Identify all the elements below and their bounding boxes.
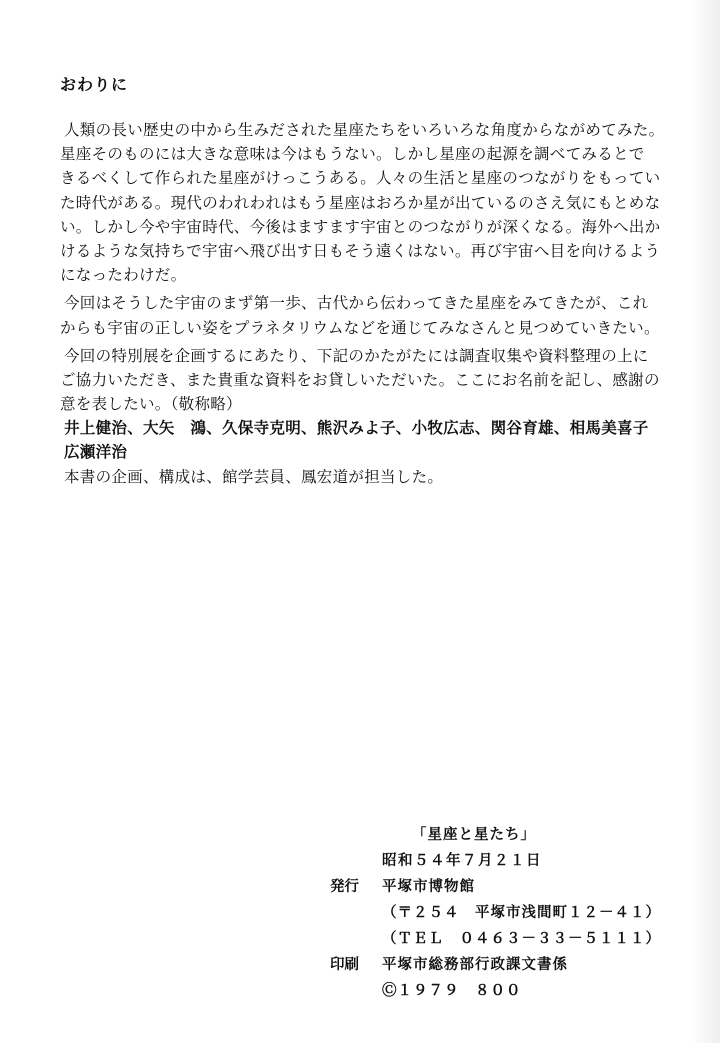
copyright-notice: Ⓒ１９７９ ８００ bbox=[382, 983, 522, 999]
names-line: 広瀬洋治 bbox=[64, 443, 128, 462]
text-line: ご協力いただき、また貴重な資料をお貸しいただいた。ここにお名前を記し、感謝の bbox=[60, 370, 660, 389]
publisher-address: （〒２５４ 平塚市浅間町１２－４１） bbox=[382, 905, 661, 921]
names-line: 井上健治、大矢 鴻、久保寺克明、熊沢みよ子、小牧広志、関谷育雄、相馬美喜子 bbox=[64, 419, 649, 438]
text-line: きるべくして作られた星座がけっこうある。人々の生活と星座のつながりをもってい bbox=[60, 169, 661, 188]
printer-label: 印刷 bbox=[330, 957, 359, 973]
afterword-body bbox=[60, 118, 700, 489]
publisher-label: 発行 bbox=[330, 879, 359, 895]
text-line: 人類の長い歴史の中から生みだされた星座たちをいろいろな角度からながめてみた。 bbox=[64, 121, 665, 139]
text-line: た時代がある。現代のわれわれはもう星座はおろか星が出ているのさえ気にもとめな bbox=[60, 193, 661, 212]
colophon bbox=[330, 822, 700, 1004]
paragraph-1 bbox=[60, 118, 700, 287]
text-line: 今回はそうした宇宙のまず第一歩、古代から伝わってきた星座をみてきたが、これ bbox=[64, 294, 649, 313]
printer-name: 平塚市総務部行政課文書係 bbox=[382, 957, 568, 973]
paragraph-2 bbox=[60, 291, 700, 339]
text-line: 星座そのものには大きな意味は今はもうない。しかし星座の起源を調べてみるとで bbox=[60, 145, 645, 164]
text-line: い。しかし今や宇宙時代、今後はますます宇宙とのつながりが深くなる。海外へ出か bbox=[60, 217, 661, 236]
publisher-tel: （ＴＥＬ ０４６３－３３－５１１１） bbox=[382, 931, 661, 947]
text-line: けるような気持ちで宇宙へ飛び出す日もそう遠くはない。再び宇宙へ目を向けるよう bbox=[60, 241, 661, 260]
text-line: 今回の特別展を企画するにあたり、下記のかたがたには調査収集や資料整理の上に bbox=[64, 346, 649, 365]
credit-line: 本書の企画、構成は、館学芸員、鳳宏道が担当した。 bbox=[64, 467, 444, 486]
acknowledged-names bbox=[60, 416, 700, 464]
text-line: 意を表したい。（敬称略） bbox=[60, 395, 242, 414]
section-heading: おわりに bbox=[60, 75, 129, 94]
book-title: 「星座と星たち」 bbox=[412, 827, 536, 843]
text-line: になったわけだ。 bbox=[60, 266, 187, 285]
paragraph-3 bbox=[60, 344, 700, 417]
publication-date: 昭和５４年７月２１日 bbox=[382, 853, 542, 869]
publisher-name: 平塚市博物館 bbox=[382, 879, 475, 895]
text-line: からも宇宙の正しい姿をプラネタリウムなどを通じてみなさんと見つめていきたい。 bbox=[60, 318, 660, 337]
